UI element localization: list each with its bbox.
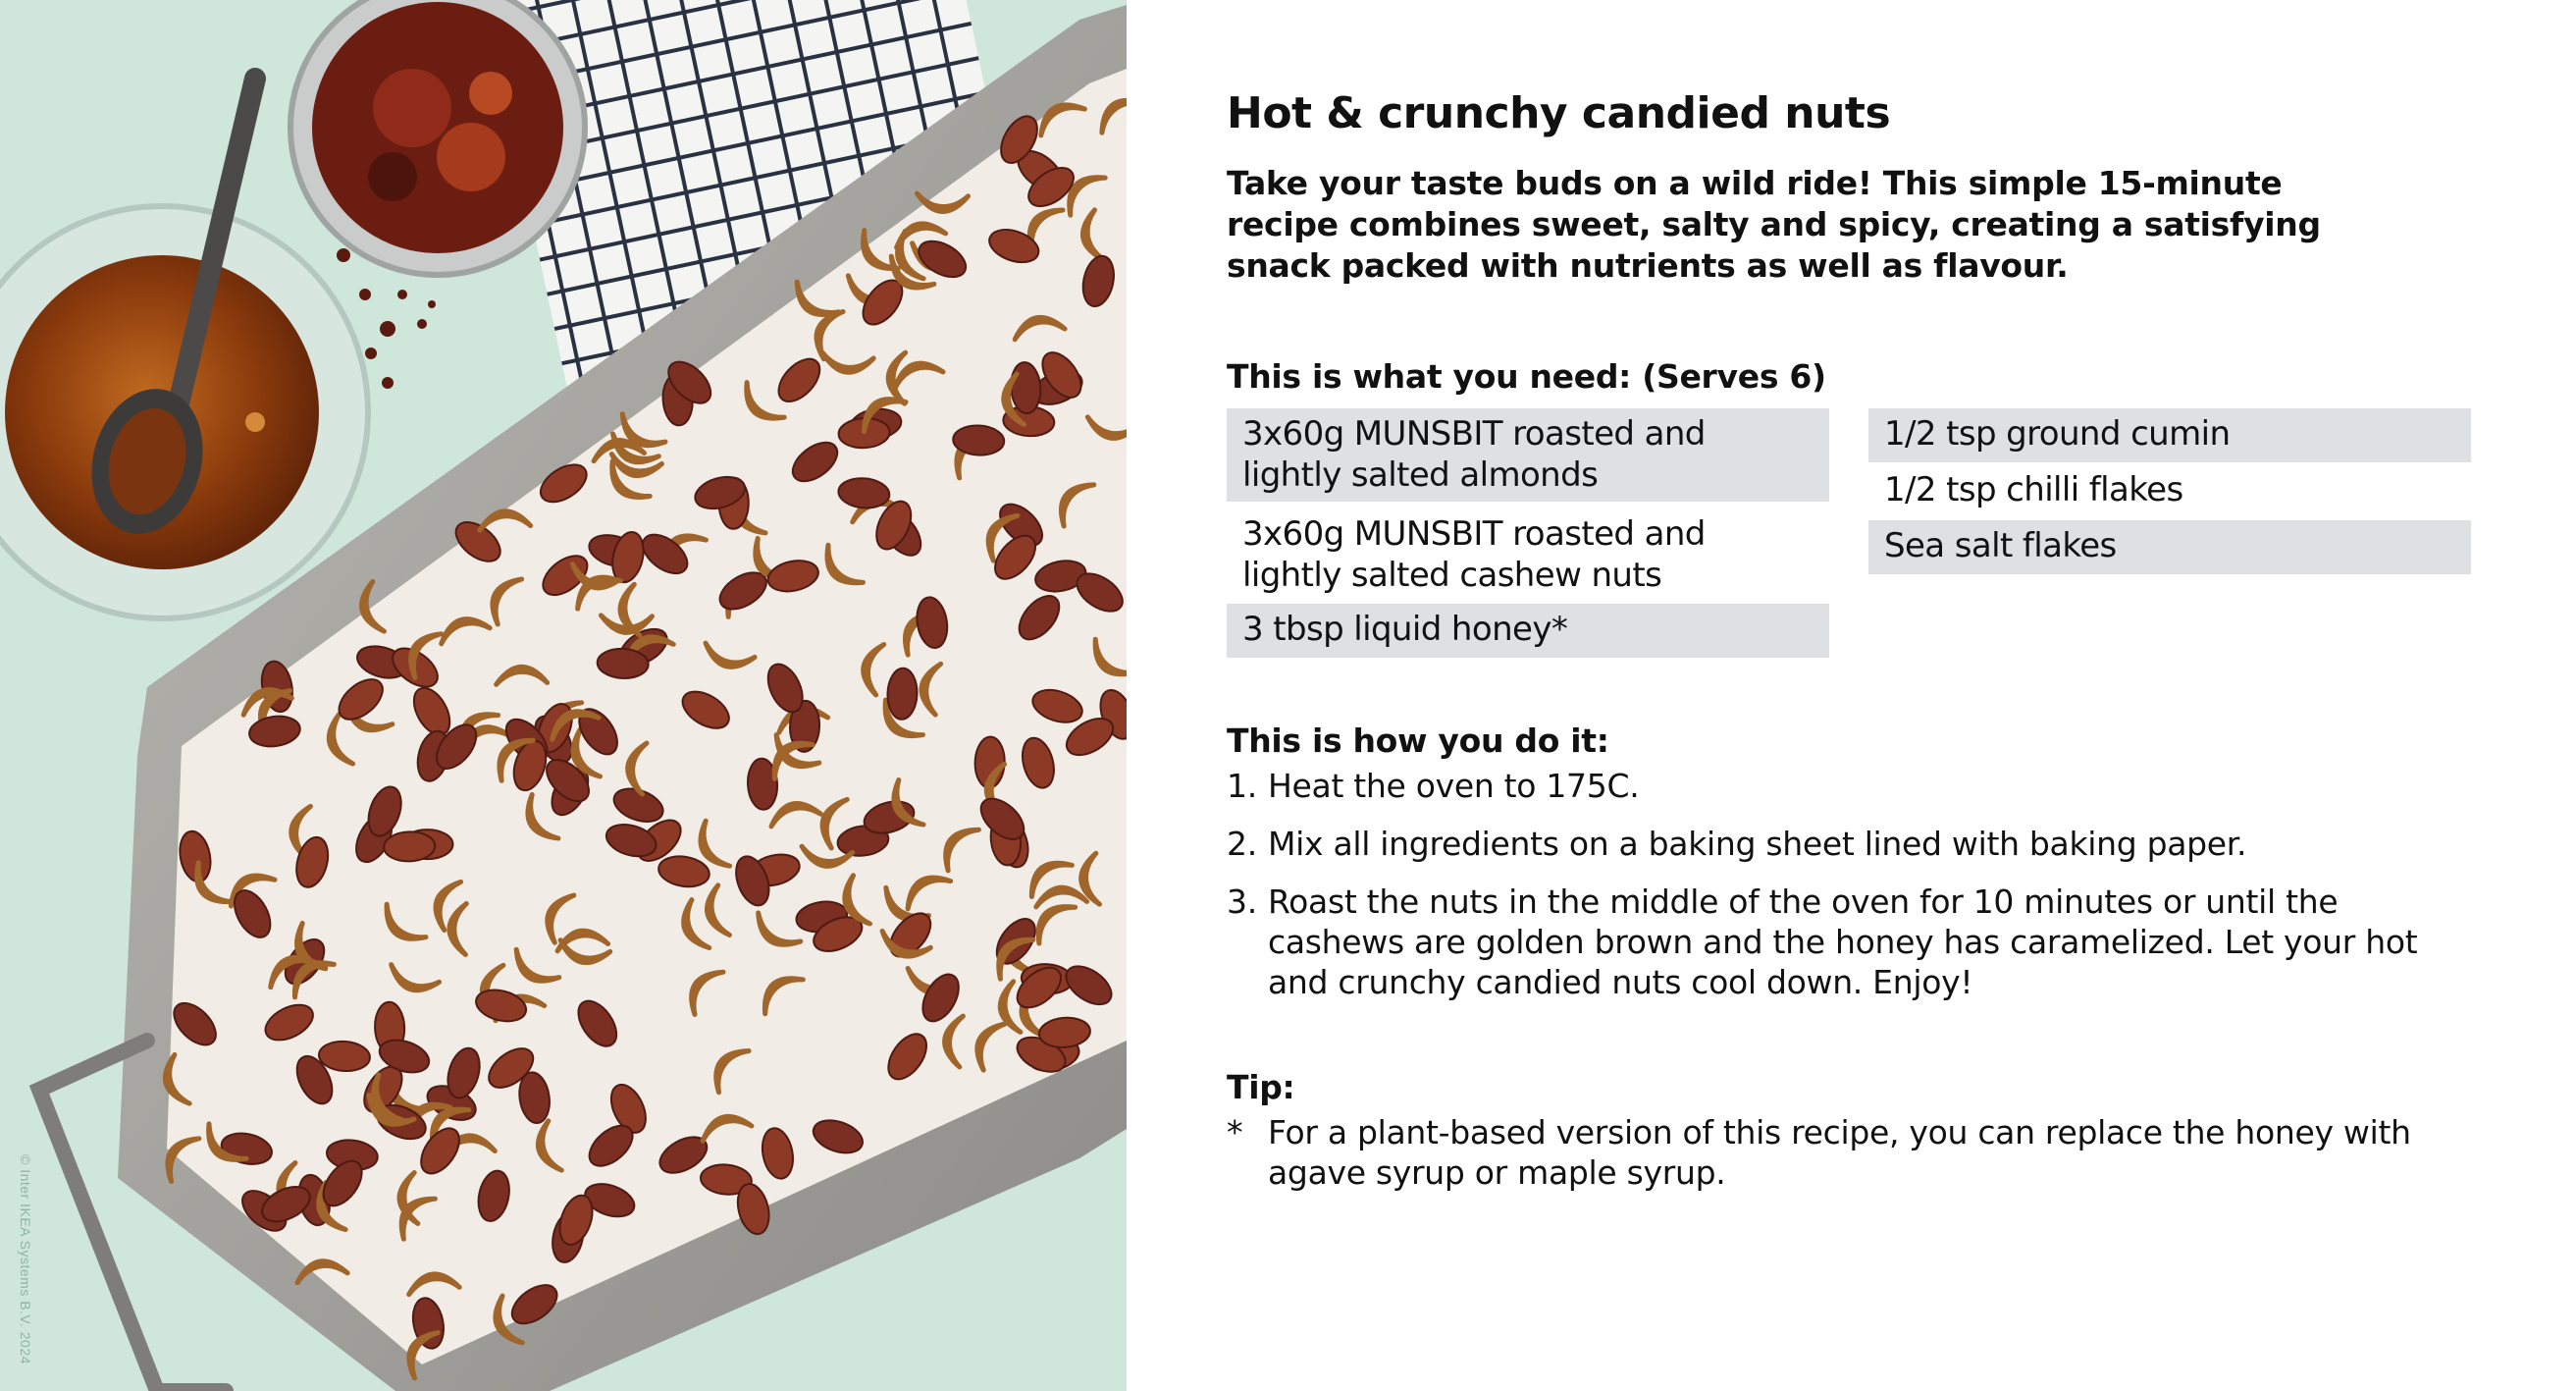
method-step [1227, 766, 2434, 806]
recipe-photo [0, 0, 1127, 1391]
tip-marker: * [1227, 1113, 1243, 1151]
step-number: 2. [1227, 825, 1257, 863]
method-step [1227, 824, 2434, 864]
candied-nuts-illustration [0, 0, 1127, 1391]
tip [1227, 1112, 2434, 1196]
recipe-title: Hot & crunchy candied nuts [1227, 88, 1891, 138]
step-number: 3. [1227, 883, 1257, 921]
method-step [1227, 882, 2434, 1004]
tip-heading: Tip: [1227, 1068, 1295, 1106]
almond [887, 668, 919, 720]
ingredient-chilli-flakes: 1/2 tsp chilli flakes [1884, 470, 2183, 509]
ingredient-almonds: 3x60g MUNSBIT roasted and lightly salted almonds [1227, 408, 1829, 502]
step-text: Mix all ingredients on a baking sheet lined with baking paper. [1268, 825, 2247, 863]
recipe-intro: Take your taste buds on a wild ride! This simple 15-minute recipe combines sweet, salty and spicy, creating a satisfying snack packed with nutrients as well as flavour. [1227, 164, 2321, 285]
method-heading: This is how you do it: [1227, 722, 1609, 760]
step-text: Heat the oven to 175C. [1268, 767, 1640, 805]
ingredients-heading: This is what you need: (Serves 6) [1227, 357, 1826, 396]
step-number: 1. [1227, 767, 1257, 805]
step-text: Roast the nuts in the middle of the oven for 10 minutes or until the cashews are golden brown and the honey has caramelized. Let your hot and crunchy candied nuts cool down. Enjoy! [1268, 883, 2418, 1001]
copyright-notice: © Inter IKEA Systems B.V. 2024 [18, 1154, 33, 1364]
chilli-flakes-bowl [290, 0, 585, 275]
ingredient-cashews: 3x60g MUNSBIT roasted and lightly salted cashew nuts [1242, 514, 1706, 595]
ingredient-sea-salt: Sea salt flakes [1868, 520, 2471, 574]
ingredient-honey: 3 tbsp liquid honey* [1227, 604, 1829, 658]
almond [384, 830, 436, 862]
recipe-card [1227, 0, 2522, 1391]
tip-text: For a plant-based version of this recipe, you can replace the honey with agave syrup or maple syrup. [1268, 1113, 2411, 1192]
ingredient-cumin: 1/2 tsp ground cumin [1868, 408, 2471, 462]
